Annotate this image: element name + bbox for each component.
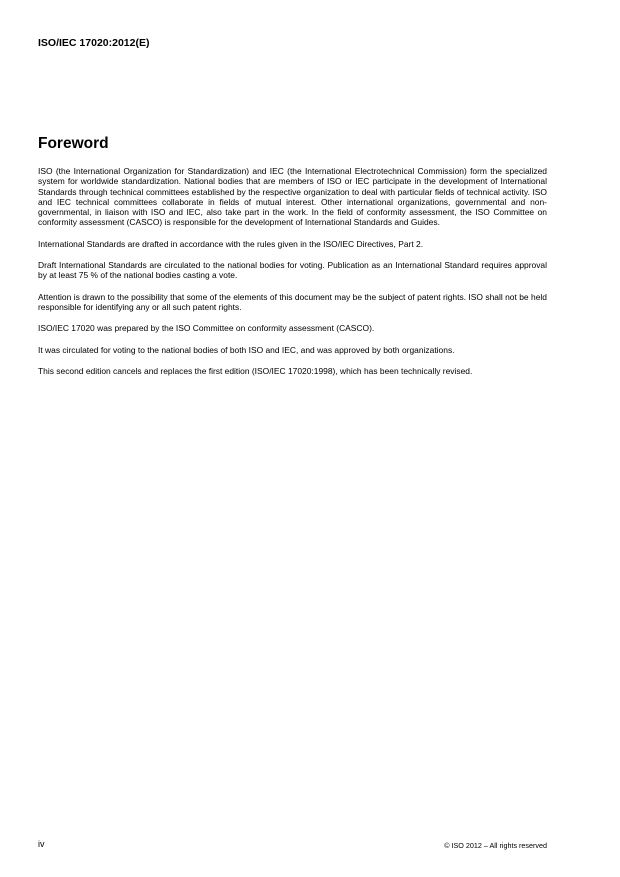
paragraph-circulated: It was circulated for voting to the national bodies of both ISO and IEC, and was approved by both organizations. bbox=[38, 344, 455, 355]
paragraph-patent-rights: Attention is drawn to the possibility that some of the elements of this document may be the subject of patent rights. ISO shall not be held responsible for identifying any or all such patent rights. bbox=[38, 291, 547, 312]
document-id: ISO/IEC 17020:2012(E) bbox=[38, 37, 150, 49]
page-title: Foreword bbox=[38, 135, 109, 152]
paragraph-iso-iec-intro: ISO (the International Organization for Standardization) and IEC (the International Electrotechnical Commission) form the specialized system for worldwide standardization. National bodies that are members of ISO or IEC participate in the development of International Standards through technical committees established by the respective organization to deal with particular fields of technical activity. ISO and IEC technical committees collaborate in fields of mutual interest. Other international organizations, governmental and non-governmental, in liaison with ISO and IEC, also take part in the work. In the field of conformity assessment, the ISO Committee on conformity assessment (CASCO) is responsible for the development of International Standards and Guides. bbox=[38, 166, 547, 228]
copyright-notice: © ISO 2012 – All rights reserved bbox=[444, 841, 547, 850]
page-number: iv bbox=[38, 839, 45, 849]
paragraph-prepared-by: ISO/IEC 17020 was prepared by the ISO Committee on conformity assessment (CASCO). bbox=[38, 323, 375, 334]
paragraph-drafting-rules: International Standards are drafted in accordance with the rules given in the ISO/IEC Directives, Part 2. bbox=[38, 238, 424, 249]
paragraph-voting: Draft International Standards are circulated to the national bodies for voting. Publication as an International Standard requires approval by at least 75 % of the national bodies casting a vote. bbox=[38, 260, 547, 281]
foreword-body bbox=[38, 166, 547, 387]
paragraph-edition: This second edition cancels and replaces the first edition (ISO/IEC 17020:1998), which has been technically revised. bbox=[38, 365, 473, 376]
